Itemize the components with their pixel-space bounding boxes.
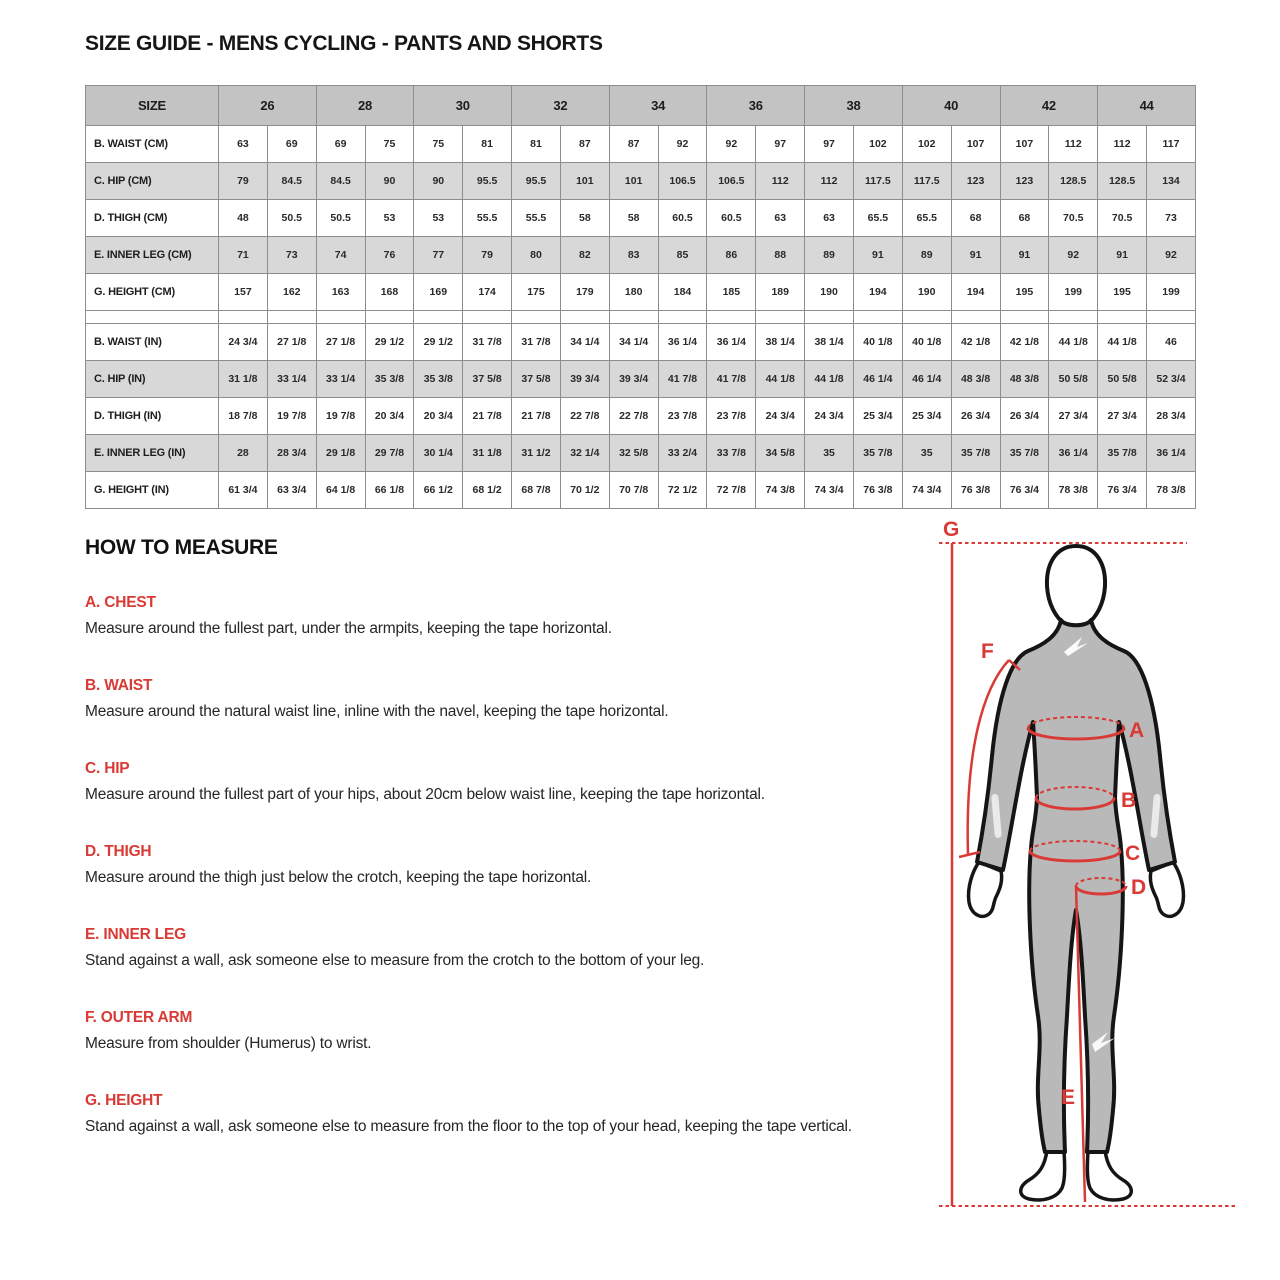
table-cell: 66 1/2 [414, 472, 463, 509]
size-column-header: 34 [609, 86, 707, 126]
table-cell: 86 [707, 237, 756, 274]
table-cell: 169 [414, 274, 463, 311]
table-cell: 81 [512, 126, 561, 163]
table-cell: 35 [805, 435, 854, 472]
table-cell: 102 [902, 126, 951, 163]
table-cell: 179 [560, 274, 609, 311]
table-cell: 162 [267, 274, 316, 311]
table-cell: 91 [1098, 237, 1147, 274]
table-cell: 35 7/8 [1098, 435, 1147, 472]
table-cell: 163 [316, 274, 365, 311]
table-cell: 157 [219, 274, 268, 311]
table-cell: 55.5 [463, 200, 512, 237]
table-cell: 44 1/8 [805, 361, 854, 398]
table-cell: 28 3/4 [267, 435, 316, 472]
table-spacer-row [86, 311, 1196, 324]
table-cell: 23 7/8 [658, 398, 707, 435]
table-cell: 107 [1000, 126, 1049, 163]
table-cell: 35 7/8 [853, 435, 902, 472]
page-title-main: MENS CYCLING - PANTS AND SHORTS [218, 32, 603, 55]
table-cell: 70.5 [1049, 200, 1098, 237]
table-cell: 65.5 [853, 200, 902, 237]
table-cell: 194 [951, 274, 1000, 311]
table-cell: 46 1/4 [902, 361, 951, 398]
table-cell: 87 [560, 126, 609, 163]
table-cell: 48 [219, 200, 268, 237]
measure-section [85, 1092, 930, 1137]
row-label: C. HIP (CM) [86, 163, 219, 200]
table-cell: 63 [219, 126, 268, 163]
table-cell: 37 5/8 [512, 361, 561, 398]
table-cell: 87 [609, 126, 658, 163]
table-cell: 180 [609, 274, 658, 311]
table-cell: 46 [1147, 324, 1196, 361]
table-row [86, 324, 1196, 361]
table-cell: 39 3/4 [560, 361, 609, 398]
measure-section [85, 843, 930, 888]
row-label: B. WAIST (CM) [86, 126, 219, 163]
size-column-header: 28 [316, 86, 414, 126]
measure-section-title: A. CHEST [85, 594, 156, 611]
table-cell: 27 3/4 [1049, 398, 1098, 435]
table-cell: 83 [609, 237, 658, 274]
table-cell: 97 [805, 126, 854, 163]
table-cell: 28 [219, 435, 268, 472]
table-cell: 71 [219, 237, 268, 274]
table-cell: 22 7/8 [609, 398, 658, 435]
table-cell: 123 [951, 163, 1000, 200]
table-cell: 123 [1000, 163, 1049, 200]
table-cell: 74 3/4 [805, 472, 854, 509]
table-cell: 95.5 [512, 163, 561, 200]
label-b: B [1121, 789, 1137, 812]
table-cell: 91 [1000, 237, 1049, 274]
table-cell: 21 7/8 [512, 398, 561, 435]
table-cell: 34 1/4 [560, 324, 609, 361]
table-cell: 36 1/4 [658, 324, 707, 361]
table-cell: 55.5 [512, 200, 561, 237]
size-column-header: 44 [1098, 86, 1196, 126]
table-cell: 64 1/8 [316, 472, 365, 509]
table-cell: 199 [1147, 274, 1196, 311]
table-cell: 90 [414, 163, 463, 200]
table-row [86, 398, 1196, 435]
table-cell: 39 3/4 [609, 361, 658, 398]
table-cell: 33 2/4 [658, 435, 707, 472]
table-cell: 22 7/8 [560, 398, 609, 435]
row-label: C. HIP (IN) [86, 361, 219, 398]
table-cell: 195 [1000, 274, 1049, 311]
table-cell: 28 3/4 [1147, 398, 1196, 435]
table-cell: 69 [267, 126, 316, 163]
table-cell: 79 [219, 163, 268, 200]
row-label: G. HEIGHT (CM) [86, 274, 219, 311]
table-cell: 72 7/8 [707, 472, 756, 509]
table-cell: 50.5 [316, 200, 365, 237]
row-label: E. INNER LEG (CM) [86, 237, 219, 274]
measure-section-title: F. OUTER ARM [85, 1009, 193, 1026]
table-cell: 92 [1049, 237, 1098, 274]
table-cell: 76 [365, 237, 414, 274]
table-cell: 80 [512, 237, 561, 274]
measure-section-title: G. HEIGHT [85, 1092, 163, 1109]
size-header-label: SIZE [86, 86, 219, 126]
table-cell: 91 [951, 237, 1000, 274]
table-cell: 81 [463, 126, 512, 163]
table-cell: 44 1/8 [1049, 324, 1098, 361]
table-cell: 24 3/4 [219, 324, 268, 361]
table-cell: 84.5 [316, 163, 365, 200]
table-cell: 75 [365, 126, 414, 163]
table-cell: 195 [1098, 274, 1147, 311]
figure-right-foot [1087, 1150, 1131, 1200]
table-cell: 78 3/8 [1147, 472, 1196, 509]
table-cell: 82 [560, 237, 609, 274]
table-cell: 128.5 [1098, 163, 1147, 200]
figure-right-hand [1150, 862, 1183, 916]
table-cell: 174 [463, 274, 512, 311]
size-column-header: 30 [414, 86, 512, 126]
table-cell: 88 [756, 237, 805, 274]
table-cell: 25 3/4 [853, 398, 902, 435]
table-cell: 194 [853, 274, 902, 311]
table-cell: 41 7/8 [658, 361, 707, 398]
label-c: C [1125, 842, 1141, 865]
table-cell: 29 7/8 [365, 435, 414, 472]
table-cell: 48 3/8 [1000, 361, 1049, 398]
table-cell: 46 1/4 [853, 361, 902, 398]
row-label: B. WAIST (IN) [86, 324, 219, 361]
table-cell: 27 3/4 [1098, 398, 1147, 435]
measure-section-description: Measure around the thigh just below the crotch, keeping the tape horizontal. [85, 869, 592, 886]
table-cell: 128.5 [1049, 163, 1098, 200]
table-cell: 31 7/8 [512, 324, 561, 361]
size-column-header: 36 [707, 86, 805, 126]
measure-section-description: Measure from shoulder (Humerus) to wrist. [85, 1035, 372, 1052]
table-cell: 77 [414, 237, 463, 274]
table-cell: 112 [756, 163, 805, 200]
page-title-prefix: SIZE GUIDE - [85, 32, 219, 55]
measure-section-description: Measure around the natural waist line, inline with the navel, keeping the tape horizontal. [85, 703, 669, 720]
label-f: F [981, 640, 994, 663]
table-cell: 48 3/8 [951, 361, 1000, 398]
table-cell: 107 [951, 126, 1000, 163]
table-cell: 50 5/8 [1098, 361, 1147, 398]
table-cell: 36 1/4 [707, 324, 756, 361]
size-column-header: 42 [1000, 86, 1098, 126]
row-label: G. HEIGHT (IN) [86, 472, 219, 509]
table-cell: 70 1/2 [560, 472, 609, 509]
table-cell: 189 [756, 274, 805, 311]
table-cell: 190 [805, 274, 854, 311]
label-g: G [943, 518, 960, 541]
table-cell: 31 1/8 [219, 361, 268, 398]
table-cell: 85 [658, 237, 707, 274]
table-cell: 23 7/8 [707, 398, 756, 435]
table-cell: 26 3/4 [951, 398, 1000, 435]
table-cell: 32 1/4 [560, 435, 609, 472]
table-cell: 76 3/8 [853, 472, 902, 509]
table-cell: 33 1/4 [316, 361, 365, 398]
table-row [86, 126, 1196, 163]
size-column-header: 40 [902, 86, 1000, 126]
table-cell: 32 5/8 [609, 435, 658, 472]
table-cell: 40 1/8 [902, 324, 951, 361]
table-cell: 76 3/4 [1000, 472, 1049, 509]
table-cell: 27 1/8 [316, 324, 365, 361]
table-cell: 79 [463, 237, 512, 274]
table-cell: 97 [756, 126, 805, 163]
table-cell: 40 1/8 [853, 324, 902, 361]
table-cell: 106.5 [707, 163, 756, 200]
table-cell: 29 1/2 [365, 324, 414, 361]
table-cell: 63 [756, 200, 805, 237]
row-label: D. THIGH (IN) [86, 398, 219, 435]
table-cell: 35 7/8 [1000, 435, 1049, 472]
measure-section-title: D. THIGH [85, 843, 152, 860]
table-cell: 29 1/8 [316, 435, 365, 472]
table-cell: 38 1/4 [805, 324, 854, 361]
table-cell: 101 [609, 163, 658, 200]
label-d: D [1131, 876, 1147, 899]
table-cell: 175 [512, 274, 561, 311]
table-cell: 31 1/2 [512, 435, 561, 472]
table-cell: 42 1/8 [1000, 324, 1049, 361]
table-cell: 52 3/4 [1147, 361, 1196, 398]
measure-section-title: B. WAIST [85, 677, 153, 694]
label-e: E [1061, 1086, 1076, 1109]
table-cell: 95.5 [463, 163, 512, 200]
table-cell: 184 [658, 274, 707, 311]
row-label: D. THIGH (CM) [86, 200, 219, 237]
measure-section-title: C. HIP [85, 760, 130, 777]
table-cell: 31 7/8 [463, 324, 512, 361]
table-cell: 199 [1049, 274, 1098, 311]
how-to-measure-heading: HOW TO MEASURE [85, 536, 278, 559]
table-cell: 58 [560, 200, 609, 237]
row-label: E. INNER LEG (IN) [86, 435, 219, 472]
table-cell: 92 [707, 126, 756, 163]
size-table [85, 85, 1196, 509]
table-cell: 24 3/4 [756, 398, 805, 435]
measure-section [85, 677, 930, 722]
table-cell: 65.5 [902, 200, 951, 237]
table-cell: 68 [951, 200, 1000, 237]
table-cell: 68 7/8 [512, 472, 561, 509]
table-cell: 134 [1147, 163, 1196, 200]
table-cell: 19 7/8 [267, 398, 316, 435]
table-cell: 35 3/8 [365, 361, 414, 398]
measure-section [85, 1009, 930, 1054]
table-cell: 117.5 [853, 163, 902, 200]
table-cell: 112 [805, 163, 854, 200]
table-cell: 26 3/4 [1000, 398, 1049, 435]
label-a: A [1129, 719, 1145, 742]
table-cell: 70.5 [1098, 200, 1147, 237]
size-column-header: 26 [219, 86, 317, 126]
table-row [86, 200, 1196, 237]
table-cell: 36 1/4 [1049, 435, 1098, 472]
table-cell: 76 3/8 [951, 472, 1000, 509]
table-cell: 63 3/4 [267, 472, 316, 509]
table-cell: 19 7/8 [316, 398, 365, 435]
measure-sections [85, 594, 930, 1175]
table-cell: 74 [316, 237, 365, 274]
size-table-head [86, 86, 1196, 126]
table-row [86, 163, 1196, 200]
table-cell: 29 1/2 [414, 324, 463, 361]
body-measurement-diagram [935, 510, 1240, 1250]
table-cell: 89 [805, 237, 854, 274]
table-cell: 20 3/4 [414, 398, 463, 435]
table-cell: 89 [902, 237, 951, 274]
table-cell: 117.5 [902, 163, 951, 200]
table-row [86, 435, 1196, 472]
page-title [85, 32, 603, 56]
table-cell: 63 [805, 200, 854, 237]
table-cell: 90 [365, 163, 414, 200]
table-cell: 42 1/8 [951, 324, 1000, 361]
body-figure [969, 546, 1184, 1200]
size-table-header-row [86, 86, 1196, 126]
table-cell: 91 [853, 237, 902, 274]
measure-section [85, 760, 930, 805]
measure-section-description: Measure around the fullest part of your hips, about 20cm below waist line, keeping the tape horizontal. [85, 786, 765, 803]
table-cell: 41 7/8 [707, 361, 756, 398]
table-cell: 84.5 [267, 163, 316, 200]
table-cell: 74 3/4 [902, 472, 951, 509]
table-cell: 34 1/4 [609, 324, 658, 361]
table-cell: 53 [365, 200, 414, 237]
measure-section-title: E. INNER LEG [85, 926, 186, 943]
table-cell: 60.5 [658, 200, 707, 237]
table-cell: 27 1/8 [267, 324, 316, 361]
measure-section-description: Stand against a wall, ask someone else to measure from the floor to the top of your head, keeping the tape vertical. [85, 1118, 852, 1135]
table-cell: 72 1/2 [658, 472, 707, 509]
figure-left-hand [969, 862, 1002, 916]
table-cell: 20 3/4 [365, 398, 414, 435]
table-cell: 76 3/4 [1098, 472, 1147, 509]
measure-section [85, 926, 930, 971]
table-row [86, 274, 1196, 311]
table-cell: 69 [316, 126, 365, 163]
table-cell: 68 1/2 [463, 472, 512, 509]
table-cell: 50.5 [267, 200, 316, 237]
table-cell: 30 1/4 [414, 435, 463, 472]
table-cell: 21 7/8 [463, 398, 512, 435]
table-cell: 60.5 [707, 200, 756, 237]
table-cell: 112 [1098, 126, 1147, 163]
size-column-header: 32 [512, 86, 610, 126]
table-cell: 73 [267, 237, 316, 274]
table-cell: 34 5/8 [756, 435, 805, 472]
table-cell: 38 1/4 [756, 324, 805, 361]
table-cell: 33 1/4 [267, 361, 316, 398]
table-cell: 101 [560, 163, 609, 200]
table-cell: 92 [1147, 237, 1196, 274]
table-cell: 25 3/4 [902, 398, 951, 435]
table-cell: 185 [707, 274, 756, 311]
table-cell: 50 5/8 [1049, 361, 1098, 398]
size-table-body [86, 126, 1196, 509]
table-cell: 44 1/8 [756, 361, 805, 398]
table-cell: 117 [1147, 126, 1196, 163]
measure-section-description: Measure around the fullest part, under the armpits, keeping the tape horizontal. [85, 620, 612, 637]
table-cell: 36 1/4 [1147, 435, 1196, 472]
table-cell: 35 [902, 435, 951, 472]
table-cell: 35 7/8 [951, 435, 1000, 472]
table-cell: 112 [1049, 126, 1098, 163]
table-cell: 70 7/8 [609, 472, 658, 509]
table-cell: 92 [658, 126, 707, 163]
table-cell: 190 [902, 274, 951, 311]
table-row [86, 237, 1196, 274]
table-cell: 102 [853, 126, 902, 163]
table-cell: 68 [1000, 200, 1049, 237]
table-cell: 58 [609, 200, 658, 237]
table-cell: 106.5 [658, 163, 707, 200]
table-cell: 73 [1147, 200, 1196, 237]
table-cell: 33 7/8 [707, 435, 756, 472]
table-cell: 24 3/4 [805, 398, 854, 435]
table-cell: 44 1/8 [1098, 324, 1147, 361]
measure-section [85, 594, 930, 639]
table-cell: 37 5/8 [463, 361, 512, 398]
table-cell: 75 [414, 126, 463, 163]
table-cell: 18 7/8 [219, 398, 268, 435]
size-column-header: 38 [805, 86, 903, 126]
table-cell: 66 1/8 [365, 472, 414, 509]
table-row [86, 472, 1196, 509]
table-cell: 61 3/4 [219, 472, 268, 509]
figure-left-foot [1021, 1150, 1065, 1200]
table-cell: 74 3/8 [756, 472, 805, 509]
table-row [86, 361, 1196, 398]
figure-head [1047, 546, 1105, 627]
table-cell: 168 [365, 274, 414, 311]
table-cell: 53 [414, 200, 463, 237]
table-cell: 31 1/8 [463, 435, 512, 472]
table-cell: 35 3/8 [414, 361, 463, 398]
measure-section-description: Stand against a wall, ask someone else to measure from the crotch to the bottom of your leg. [85, 952, 705, 969]
table-cell: 78 3/8 [1049, 472, 1098, 509]
